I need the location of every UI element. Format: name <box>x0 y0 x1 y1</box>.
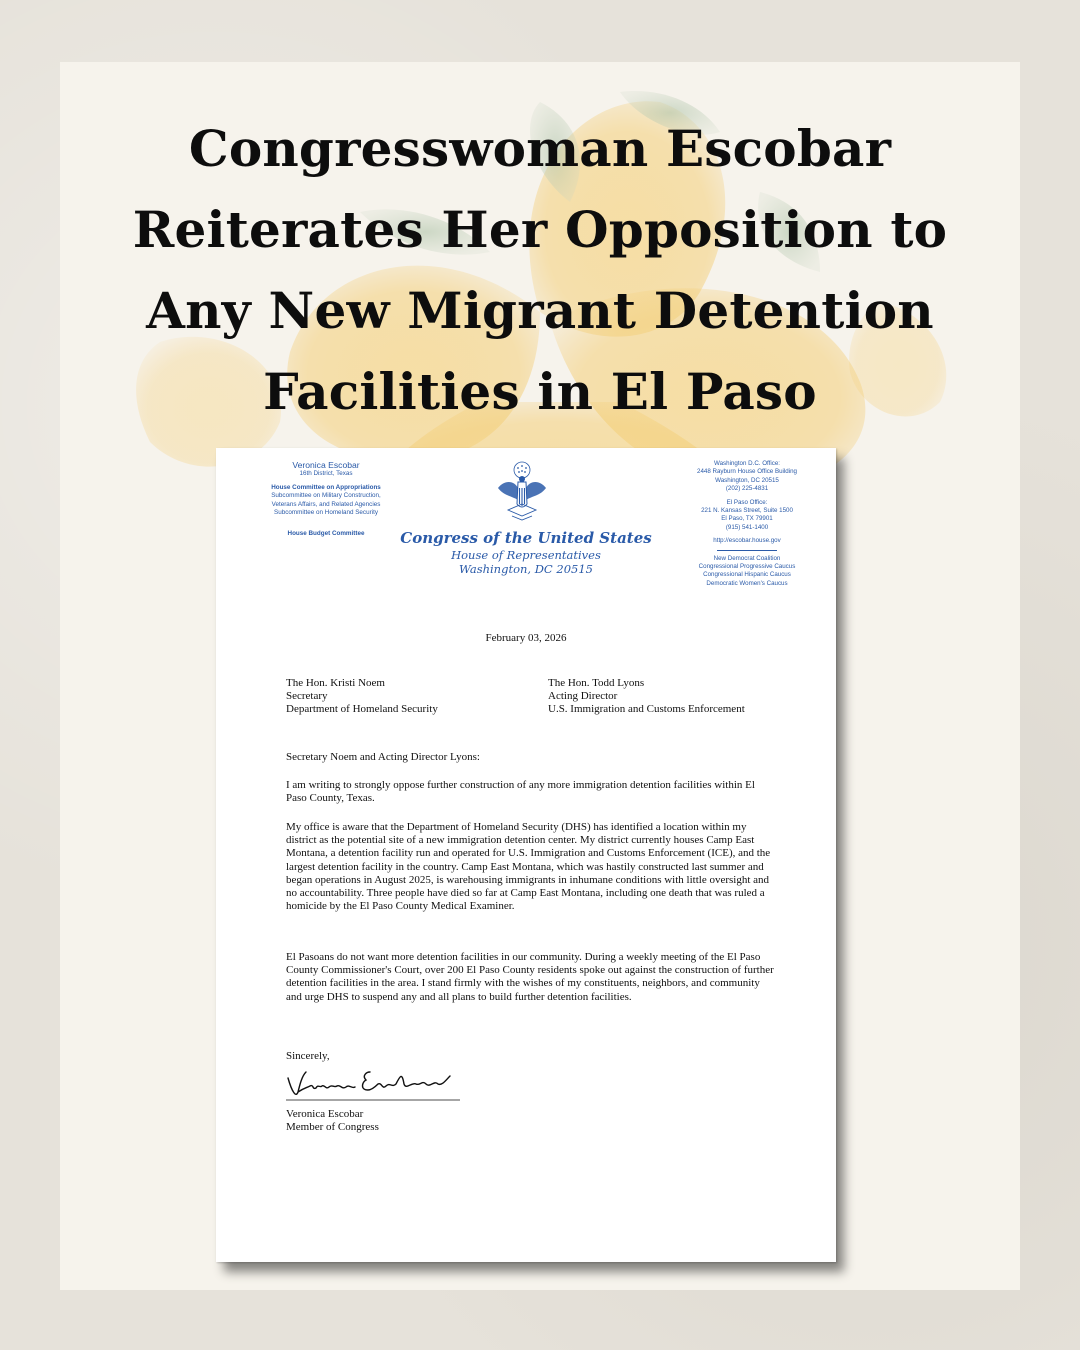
letterhead-divider <box>717 550 777 551</box>
letterhead-house-title: House of Representatives <box>451 548 601 562</box>
letter-paragraph-2: My office is aware that the Department of Homeland Security (DHS) has identified a location within my district as the potential site of a new immigration detention center. My district currently houses Camp East Montana, a detention facility run and operated for U.S. Immigration and Customs Enforcement (ICE), and the largest detention facility in the country. Camp East Montana, which was hastily constructed last summer and began operations in August 2025, is warehousing immigrants in inhumane conditions with little oversight and no accountability. Three people have died so far at Camp East Montana, including one death that was ruled a homicide by the El Paso County Medical Examiner. <box>286 821 771 913</box>
letterhead-committee-budget: House Budget Committee <box>287 529 365 537</box>
letterhead-washington: Washington, DC 20515 <box>459 562 593 576</box>
caucus-4: Democratic Women's Caucus <box>706 579 788 587</box>
dc-address-2: Washington, DC 20515 <box>715 476 779 484</box>
recipient-1-name: The Hon. Kristi Noem <box>286 677 385 689</box>
signer-block <box>286 1108 379 1134</box>
dc-address-1: 2448 Rayburn House Office Building <box>697 468 797 476</box>
recipient-1-title: Secretary <box>286 690 328 703</box>
headline-line-4: Facilities in El Paso <box>263 362 817 421</box>
signer-name: Veronica Escobar <box>286 1108 364 1120</box>
letterhead-left <box>226 460 426 539</box>
recipient-2-org: U.S. Immigration and Customs Enforcement <box>548 703 745 716</box>
letterhead-subcommittee-1: Subcommittee on Military Construction, <box>271 492 381 500</box>
letterhead-district: 16th District, Texas <box>299 470 353 477</box>
letter-paragraph-3: El Pasoans do not want more detention facilities in our community. During a weekly meeting of the El Paso County Commissioner's Court, over 200 El Paso County residents spoke out against the construction of further detention facilities in the area. I stand firmly with the wishes of my constituents, neighbors, and community and urge DHS to suspend any and all plans to build further detention facilities. <box>286 951 774 1003</box>
letterhead-subcommittee-3: Subcommittee on Homeland Security <box>274 509 378 517</box>
signer-title: Member of Congress <box>286 1121 379 1134</box>
ep-address-2: El Paso, TX 79901 <box>721 515 773 523</box>
letterhead-member-name: Veronica Escobar <box>292 460 360 470</box>
letterhead-subcommittee-2: Veterans Affairs, and Related Agencies <box>271 500 381 508</box>
headline <box>60 108 1020 432</box>
ep-office-label: El Paso Office: <box>726 498 768 506</box>
dc-phone: (202) 225-4831 <box>725 485 769 493</box>
letter-date: February 03, 2026 <box>485 632 567 644</box>
recipient-2-block <box>548 677 828 717</box>
caucus-2: Congressional Progressive Caucus <box>698 563 796 571</box>
website-link[interactable]: http://escobar.house.gov <box>713 537 781 545</box>
dc-office-label: Washington D.C. Office: <box>713 460 781 467</box>
caucus-3: Congressional Hispanic Caucus <box>703 571 791 579</box>
letter-document <box>216 448 836 1262</box>
letter-paragraph-1: I am writing to strongly oppose further construction of any more immigration detention facilities within El Paso County, Texas. <box>286 779 755 805</box>
recipient-1-org: Department of Homeland Security <box>286 703 438 716</box>
house-seal-icon <box>494 460 550 522</box>
headline-line-1: Congresswoman Escobar <box>188 119 892 178</box>
caucus-1: New Democrat Coalition <box>713 554 781 562</box>
letterhead-center <box>396 528 656 576</box>
letter-salutation: Secretary Noem and Acting Director Lyons: <box>286 751 480 763</box>
ep-phone: (915) 541-1400 <box>725 523 769 531</box>
headline-line-3: Any New Migrant Detention <box>146 281 934 340</box>
handwritten-signature <box>282 1062 464 1106</box>
letterhead-right <box>666 460 828 588</box>
recipient-1-block <box>286 677 526 717</box>
ep-address-1: 221 N. Kansas Street, Suite 1500 <box>701 507 793 515</box>
letter-closing: Sincerely, <box>286 1050 330 1062</box>
letterhead-committee-appropriations: House Committee on Appropriations <box>271 483 381 491</box>
recipient-2-title: Acting Director <box>548 690 618 703</box>
headline-line-2: Reiterates Her Opposition to <box>132 200 948 259</box>
letterhead-congress-title: Congress of the United States <box>400 529 652 547</box>
recipient-2-name: The Hon. Todd Lyons <box>548 677 645 689</box>
